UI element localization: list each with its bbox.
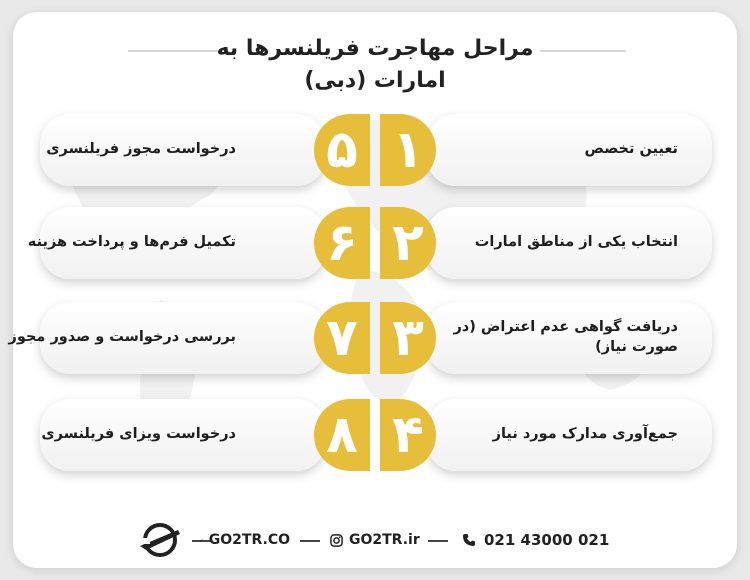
footer	[0, 528, 750, 552]
step-1-card	[426, 114, 712, 186]
website-text: GO2TR.CO	[208, 532, 290, 548]
step-2-number: ۲	[380, 207, 436, 279]
step-1-number: ۱	[380, 114, 436, 186]
step-3-card	[426, 302, 712, 374]
step-1-text: تعیین تخصص	[584, 141, 678, 158]
step-5-number: ۵	[314, 114, 370, 186]
title-line-right	[540, 50, 626, 52]
step-3-text: دریافت گواهی عدم اعتراض (در صورت نیاز)	[453, 319, 678, 355]
footer-divider	[428, 540, 448, 542]
step-6-text: تکمیل فرم‌ها و پرداخت هزینه	[27, 234, 236, 251]
instagram-icon	[330, 534, 343, 547]
link-icon	[200, 534, 203, 547]
step-4-number: ۴	[380, 399, 436, 471]
step-5-card	[40, 114, 326, 186]
instagram-link[interactable]	[330, 528, 420, 552]
step-2-text: انتخاب یکی از مناطق امارات	[474, 234, 678, 251]
step-4-card	[426, 399, 712, 471]
step-7-text: بررسی درخواست و صدور مجوز	[8, 329, 236, 346]
footer-divider	[300, 540, 320, 542]
step-8-number: ۸	[314, 399, 370, 471]
step-6-card	[27, 207, 326, 279]
plane-globe-logo	[138, 520, 182, 560]
step-7-card	[8, 302, 326, 374]
step-6-number: ۶	[314, 207, 370, 279]
step-2-card	[426, 207, 712, 279]
instagram-text: GO2TR.ir	[349, 532, 420, 548]
website-link[interactable]	[200, 528, 290, 552]
step-3-number: ۳	[380, 302, 436, 374]
phone-text: 021 43000 021	[484, 531, 610, 549]
step-7-number: ۷	[314, 302, 370, 374]
step-4-text: جمع‌آوری مدارک مورد نیاز	[492, 426, 678, 443]
step-8-text: درخواست ویزای فریلنسری	[41, 426, 236, 443]
phone-icon	[462, 533, 476, 547]
phone-link[interactable]	[462, 528, 622, 552]
step-5-text: درخواست مجوز فریلنسری	[46, 141, 236, 158]
step-8-card	[40, 399, 326, 471]
page-title-line1: مراحل مهاجرت فریلنسرها به	[216, 36, 534, 61]
page-title-line2: امارات (دبی)	[304, 68, 446, 93]
infographic-card	[13, 12, 737, 568]
